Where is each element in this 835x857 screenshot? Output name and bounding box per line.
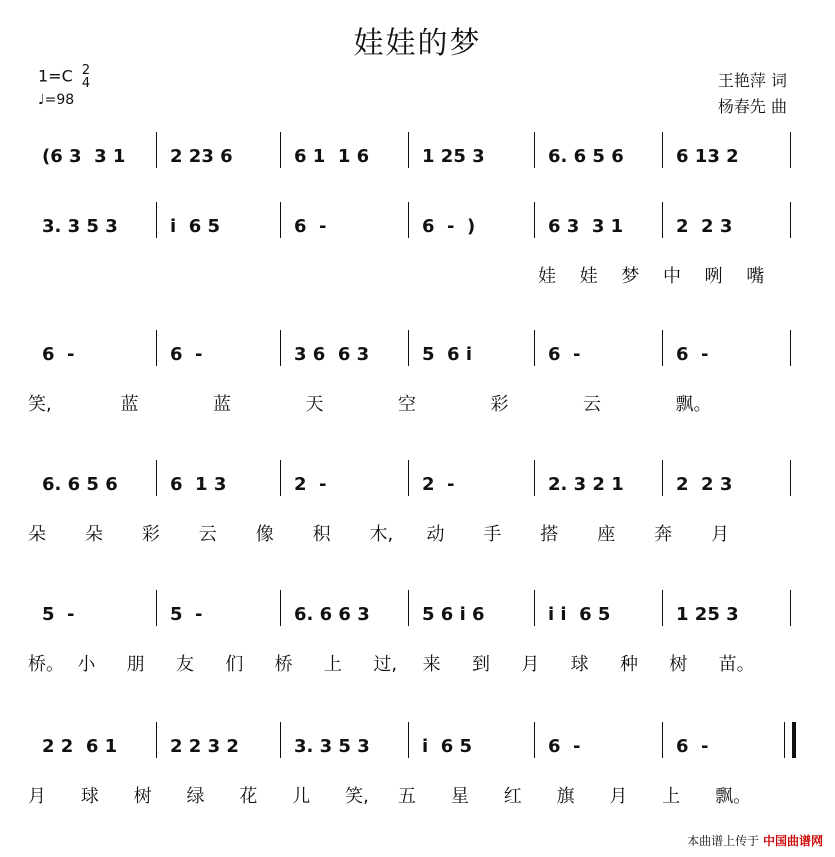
measure-notes: 6 - ) — [422, 216, 476, 237]
lyric-syllable: 彩 — [490, 394, 509, 415]
key-signature — [38, 64, 90, 90]
lyric-syllable: 云 — [198, 524, 217, 545]
barline — [662, 722, 663, 758]
barline — [156, 202, 157, 238]
lyric-syllable: 上 — [324, 654, 342, 675]
lyric-syllable: 花 — [239, 786, 258, 807]
measure-notes: 6 - — [676, 736, 709, 757]
lyric-syllable: 旗 — [556, 786, 575, 807]
barline — [662, 590, 663, 626]
barline — [280, 202, 281, 238]
barline — [156, 330, 157, 366]
barline — [662, 132, 663, 168]
lyric-syllable: 月 — [28, 786, 46, 807]
lyric-syllable: 飘。 — [715, 786, 752, 807]
lyric-line — [28, 520, 796, 544]
measure-notes: 2 - — [422, 474, 455, 495]
measure-notes: 3. 3 5 3 — [294, 736, 370, 757]
lyric-line — [28, 390, 796, 414]
barline — [662, 460, 663, 496]
barline — [156, 460, 157, 496]
measure-notes: 2 2 3 — [676, 216, 733, 237]
site-logo: 中国曲谱网 — [762, 834, 823, 848]
measure-notes: 5 6 i — [422, 344, 473, 365]
measure-notes: 5 - — [42, 604, 75, 625]
lyric-syllable: 积 — [312, 524, 331, 545]
lyric-syllable: 奔 — [654, 524, 673, 545]
measure-notes: 6 - — [42, 344, 75, 365]
lyric-syllable: 朵 — [84, 524, 103, 545]
lyric-syllable: 月 — [609, 786, 628, 807]
lyric-syllable: 五 — [398, 786, 416, 807]
measure-notes: 6 1 1 6 — [294, 146, 370, 167]
lyric-syllable: 朋 — [126, 654, 145, 675]
measure-notes: 2 2 3 — [676, 474, 733, 495]
lyric-line — [28, 650, 796, 674]
measure-notes: 6 - — [548, 736, 581, 757]
measure-notes: 6 3 3 1 — [548, 216, 624, 237]
barline — [156, 132, 157, 168]
barline — [790, 460, 791, 496]
lyric-syllable: 手 — [483, 524, 502, 545]
quarter-note-icon: ♩ — [38, 92, 45, 108]
lyric-syllable: 中 — [663, 266, 681, 287]
note-line — [28, 340, 796, 366]
lyric-syllable: 友 — [176, 654, 194, 675]
note-line — [28, 732, 796, 758]
song-title: 娃娃的梦 — [353, 26, 482, 61]
lyric-syllable: 蓝 — [213, 394, 231, 415]
barline — [534, 132, 535, 168]
lyric-syllable: 上 — [662, 786, 681, 807]
lyric-syllable: 树 — [669, 654, 688, 675]
measure-notes: 5 - — [170, 604, 203, 625]
measure-notes: i 6 5 — [422, 736, 473, 757]
time-sig-bottom: 4 — [81, 76, 91, 91]
barline — [280, 460, 281, 496]
lyric-syllable: 种 — [620, 654, 638, 675]
key-label: 1=C — [38, 66, 73, 86]
lyric-syllable: 儿 — [292, 786, 311, 807]
barline — [280, 590, 281, 626]
measure-notes: 1 25 3 — [422, 146, 485, 167]
final-barline — [784, 722, 796, 758]
credits — [718, 68, 787, 120]
measure-notes: 3 6 6 3 — [294, 344, 370, 365]
barline — [790, 132, 791, 168]
barline — [408, 590, 409, 626]
lyric-line — [28, 782, 796, 806]
measure-notes: 6 - — [170, 344, 203, 365]
lyric-syllable: 座 — [597, 524, 616, 545]
measure-notes: 3. 3 5 3 — [42, 216, 118, 237]
barline — [156, 590, 157, 626]
measure-notes: 5 6 i 6 — [422, 604, 485, 625]
footer — [687, 832, 823, 849]
barline — [408, 460, 409, 496]
barline — [534, 722, 535, 758]
tempo-mark — [38, 92, 74, 108]
barline — [534, 590, 535, 626]
barline — [534, 202, 535, 238]
measure-notes: 2 2 3 2 — [170, 736, 239, 757]
lyric-syllable: 像 — [255, 524, 274, 545]
lyric-syllable: 月 — [711, 524, 730, 545]
note-line — [28, 470, 796, 496]
measure-notes: (6 3 3 1 — [42, 146, 126, 167]
lyric-syllable: 朵 — [28, 524, 46, 545]
barline — [534, 330, 535, 366]
note-line — [28, 142, 796, 168]
lyric-syllable: 星 — [450, 786, 469, 807]
measure-notes: i i 6 5 — [548, 604, 611, 625]
note-line — [28, 212, 796, 238]
measure-notes: i 6 5 — [170, 216, 221, 237]
lyric-syllable: 蓝 — [120, 394, 139, 415]
lyric-syllable: 球 — [570, 654, 589, 675]
lyric-syllable: 月 — [521, 654, 540, 675]
barline — [662, 202, 663, 238]
measure-notes: 1 25 3 — [676, 604, 739, 625]
measure-notes: 6. 6 5 6 — [548, 146, 624, 167]
time-sig-top: 2 — [81, 63, 91, 78]
barline — [280, 132, 281, 168]
barline — [408, 722, 409, 758]
lyric-syllable: 桥。 — [28, 654, 64, 675]
measure-notes: 6 - — [548, 344, 581, 365]
lyric-syllable: 娃 — [579, 266, 598, 287]
tempo-value: =98 — [44, 92, 75, 108]
lyric-syllable: 到 — [472, 654, 490, 675]
lyric-syllable: 娃 — [538, 266, 556, 287]
barline — [156, 722, 157, 758]
barline — [790, 330, 791, 366]
lyric-syllable: 桥 — [274, 654, 293, 675]
lyric-syllable: 球 — [80, 786, 99, 807]
lyric-syllable: 云 — [583, 394, 601, 415]
barline — [408, 330, 409, 366]
barline — [790, 202, 791, 238]
barline — [408, 202, 409, 238]
barline — [280, 722, 281, 758]
lyric-line — [28, 262, 796, 286]
lyric-syllable: 彩 — [141, 524, 160, 545]
measure-notes: 6. 6 6 3 — [294, 604, 370, 625]
lyric-syllable: 搭 — [540, 524, 559, 545]
lyric-syllable: 们 — [225, 654, 244, 675]
note-line — [28, 600, 796, 626]
measure-notes: 2 - — [294, 474, 327, 495]
lyric-syllable: 空 — [398, 394, 416, 415]
lyric-syllable: 来 — [422, 654, 441, 675]
measure-notes: 6. 6 5 6 — [42, 474, 118, 495]
barline — [408, 132, 409, 168]
measure-notes: 6 - — [294, 216, 327, 237]
lyric-syllable: 树 — [133, 786, 152, 807]
lyric-syllable: 嘴 — [746, 266, 765, 287]
lyric-syllable: 飘。 — [675, 394, 712, 415]
barline — [280, 330, 281, 366]
measure-notes: 2. 3 2 1 — [548, 474, 624, 495]
lyric-syllable: 笑, — [28, 394, 52, 415]
barline — [790, 590, 791, 626]
lyric-syllable: 绿 — [186, 786, 205, 807]
lyric-syllable: 小 — [77, 654, 96, 675]
lyric-syllable: 天 — [305, 394, 324, 415]
measure-notes: 2 23 6 — [170, 146, 233, 167]
lyric-syllable: 梦 — [621, 266, 640, 287]
measure-notes: 6 1 3 — [170, 474, 227, 495]
measure-notes: 6 - — [676, 344, 709, 365]
lyric-syllable: 过, — [373, 654, 398, 675]
lyric-syllable: 咧 — [704, 266, 723, 287]
upload-text: 本曲谱上传于 — [687, 834, 760, 848]
lyric-syllable: 红 — [503, 786, 522, 807]
barline — [534, 460, 535, 496]
measure-notes: 2 2 6 1 — [42, 736, 118, 757]
measure-notes: 6 13 2 — [676, 146, 739, 167]
barline — [662, 330, 663, 366]
composer: 杨春先 曲 — [717, 97, 787, 116]
lyricist: 王艳萍 词 — [717, 71, 787, 90]
lyric-syllable: 苗。 — [718, 654, 755, 675]
lyric-syllable: 动 — [426, 524, 445, 545]
lyric-syllable: 笑, — [345, 786, 369, 807]
lyric-syllable: 木, — [369, 524, 394, 545]
time-signature — [82, 64, 90, 90]
